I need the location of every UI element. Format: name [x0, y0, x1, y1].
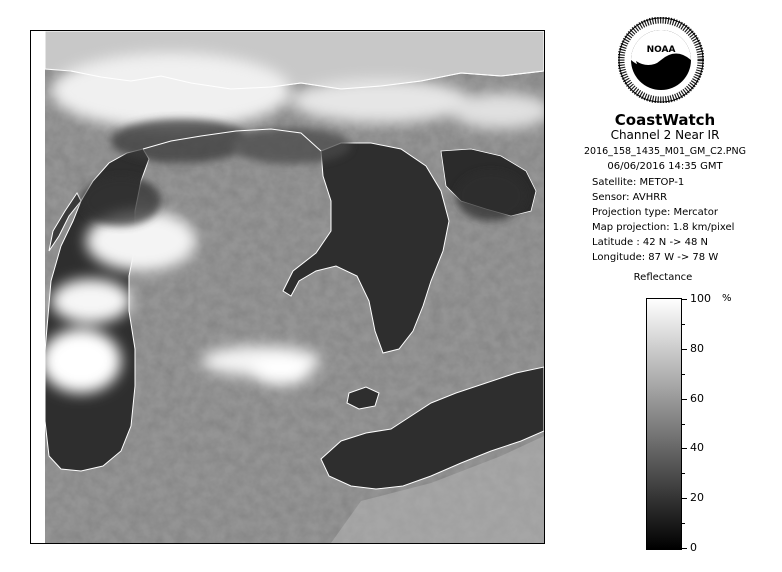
- colorbar-minor-tick: [681, 424, 685, 425]
- satellite-image-svg: [31, 31, 544, 543]
- meta-latitude: Latitude : 42 N -> 48 N: [592, 237, 708, 248]
- colorbar-tick-label: 100: [690, 292, 711, 305]
- reflectance-colorbar: [646, 298, 682, 550]
- logo-center-text: NOAA: [646, 45, 676, 55]
- colorbar-tick-mark: [681, 299, 687, 300]
- colorbar-tick-mark: [681, 498, 687, 499]
- colorbar-unit: %: [722, 293, 732, 304]
- meta-datetime: 06/06/2016 14:35 GMT: [607, 161, 723, 172]
- colorbar-tick-label: 80: [690, 341, 704, 355]
- colorbar-tick-mark: [681, 548, 687, 549]
- colorbar-label: Reflectance: [633, 272, 693, 283]
- colorbar-tick-label: 20: [690, 491, 704, 505]
- meta-projection-type: Projection type: Mercator: [592, 207, 718, 218]
- colorbar-tick-label: 0: [690, 541, 697, 554]
- brand-title: CoastWatch: [614, 111, 716, 129]
- colorbar-tick-label: 40: [690, 441, 704, 455]
- colorbar-tick-mark: [681, 448, 687, 449]
- colorbar-minor-tick: [681, 324, 685, 325]
- no-data-strip: [31, 31, 45, 543]
- satellite-map[interactable]: [30, 30, 545, 544]
- colorbar-minor-tick: [681, 523, 685, 524]
- noaa-emblem-icon: [618, 17, 704, 103]
- meta-longitude: Longitude: 87 W -> 78 W: [592, 252, 719, 263]
- colorbar-minor-tick: [681, 473, 685, 474]
- product-subtitle: Channel 2 Near IR: [610, 128, 720, 142]
- colorbar-tick-mark: [681, 349, 687, 350]
- image-filename: 2016_158_1435_M01_GM_C2.PNG: [584, 146, 746, 157]
- colorbar-tick-label: 60: [690, 391, 704, 405]
- colorbar-tick-mark: [681, 399, 687, 400]
- noaa-logo: [618, 17, 704, 103]
- meta-satellite: Satellite: METOP-1: [592, 177, 685, 188]
- colorbar-minor-tick: [681, 374, 685, 375]
- meta-map-projection: Map projection: 1.8 km/pixel: [592, 222, 735, 233]
- meta-sensor: Sensor: AVHRR: [592, 192, 668, 203]
